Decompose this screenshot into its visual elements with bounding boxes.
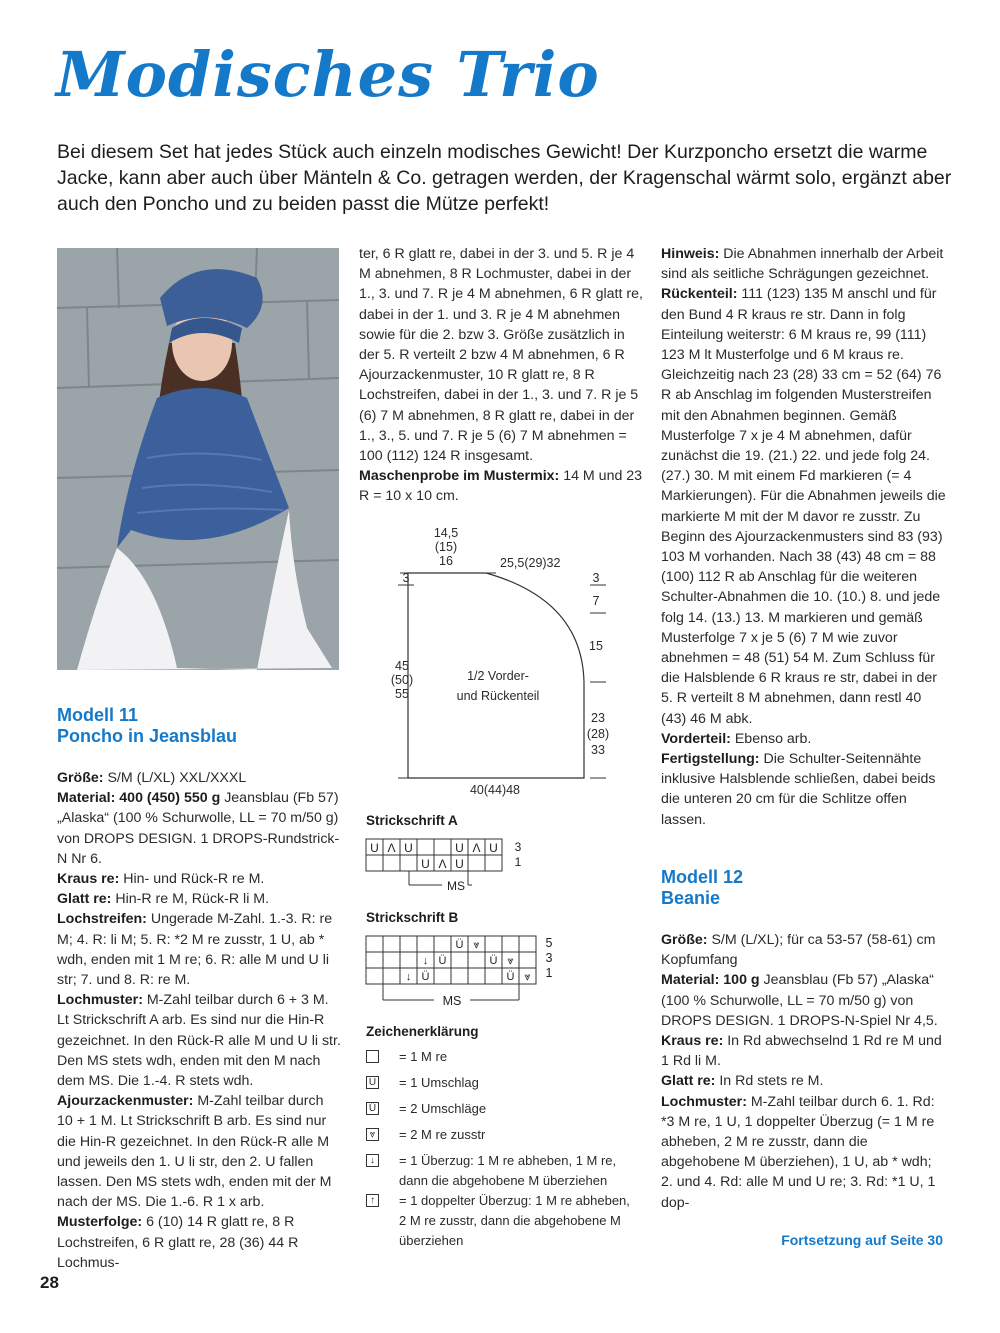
instruction-label: Fertigstellung: [661,751,760,768]
instruction-label: Ajourzackenmuster: [57,1093,194,1110]
schem-center-label-2: und Rückenteil [456,689,540,703]
instruction-label: Kraus re: [661,1033,724,1050]
instruction-label: Lochmuster: [57,992,143,1009]
instruction-label: Glatt re: [57,891,112,908]
chart-a-row-label: 3 [514,840,522,854]
legend-text: = 1 Umschlag [399,1075,479,1090]
instruction-label: Größe: [57,770,104,786]
chart-a-title: Strickschrift A [366,813,458,828]
model-11-header [57,705,237,747]
chart-b-grid [364,932,564,1012]
schem-right-margin: 3 [592,571,600,585]
instruction-paragraph [661,1071,946,1091]
instruction-paragraph [57,1091,342,1212]
schem-right-lower-1: 23 [591,711,605,725]
chart-a-cell: U [421,857,430,871]
instruction-paragraph [661,930,946,970]
chart-a-cell: Λ [387,841,396,855]
chart-a-cell: U [489,841,498,855]
model-photo [57,248,339,670]
legend-text: = 1 M re [399,1049,448,1064]
schem-left-height-3: 55 [395,687,409,701]
chart-b-k2tog-symbol: ⩔ [473,939,480,951]
double-decrease-icon: ↑ [366,1194,379,1207]
instruction-text: M-Zahl teilbar durch 6 + 3 M. Lt Strickschrift A arb. Es sind nur die Hin-R gezeichnet. In den Rück-R alle M und U li str. Den MS stets wdh, enden mit den M nach dem MS. Die 1.-4. R stets wdh. [57,992,341,1090]
schem-left-height-1: 45 [395,659,409,673]
legend-title: Zeichenerklärung [366,1024,479,1039]
instruction-text: 14 M und 23 R = 10 x 10 cm. [359,468,643,505]
chart-b-double-yo-symbol: Ü [455,939,464,951]
schem-left-margin: 3 [402,571,410,585]
yarn-over-icon: U [366,1076,379,1089]
instruction-paragraph [57,788,342,869]
model-11-name: Poncho in Jeansblau [57,726,238,746]
page-title: Modisches Trio [56,38,600,111]
model-12-instructions [661,930,946,1213]
schem-center-label-1: 1/2 Vorder- [467,669,529,683]
instruction-paragraph [57,909,342,990]
instruction-text: S/M (L/XL); für ca 53-57 (58-61) cm Kopfumfang [661,932,936,969]
chart-a-cell: U [404,841,413,855]
instruction-text: Ebenso arb. [730,730,812,747]
instruction-label: Vorderteil: [661,730,731,747]
instruction-text: M-Zahl teilbar durch 10 + 1 M. Lt Strickschrift B arb. Es sind nur die Hin-R gezeichnet. In den Rück-R alle M und jeweils den 1. U li str, den 2. U fallen lassen. Den MS stets wdh, enden mit der M nach der MS. Die 1.-6. R 1 x arb. [57,1093,332,1211]
schem-left-height-2: (50) [390,673,414,687]
chart-a-cell: U [455,841,464,855]
chart-b-k2tog-symbol: ⩔ [507,955,514,967]
chart-a-cell: U [455,857,464,871]
instruction-paragraph [661,284,946,728]
instruction-label: Material: 100 g [661,972,760,989]
model-12-number: Modell 12 [661,867,744,887]
instruction-text: 6 (10) 14 R glatt re, 8 R Lochstreifen, 6 R glatt re, 28 (36) 44 R Lochmus- [57,1214,299,1271]
intro-text: Bei diesem Set hat jedes Stück auch einzeln modisches Gewicht! Der Kurzponcho ersetzt die warme Jacke, kann aber auch über Mänteln & Co. getragen werden, der Kragenschal wärmt solo, ergänzt aber auch den Poncho und zu beiden passt die Mütze perfekt! [57,141,952,215]
knit-stitch-icon [366,1050,379,1063]
instruction-text: ter, 6 R glatt re, dabei in der 3. und 5. R je 4 M abnehmen, 8 R Lochmuster, dabei in der 1., 3. und 7. R je 4 M abnehmen, 6 R glatt re, dabei in der 1. und 3. R je 4 M abnehmen sowie für die 2. bzw 3. Größe zusätzlich in der 5. R verteilt 2 bzw 4 M abnehmen, 6 R Ajourzackenmuster, 10 R glatt re, 8 R Lochstreifen, dabei in der 1., 3. und 7. R je 5 (6) 7 M abnehmen, 8 R glatt re, dabei in der 1., 3., 5. und 7. R je 5 (6) 7 M abnehmen = 100 (112) 124 R insgesamt. [359,246,643,465]
skpo-icon: ↓ [366,1154,379,1167]
poncho-photo-illustration [57,248,339,670]
instruction-label: Glatt re: [661,1073,716,1090]
instruction-text: M-Zahl teilbar durch 6. 1. Rd: *3 M re, 1 U, 1 doppelter Überzug (= 1 M re abheben, 2 M re zusstr, dann die abgehobene M überziehen), 1 U, ab * wdh; 2. und 4. Rd: alle M und U re; 3. Rd: *1 U, 1 dop- [661,1093,936,1211]
model-11-instructions-right [661,244,946,830]
schem-right-lower-2: (28) [586,727,610,741]
model-11-instructions-cont [359,244,644,507]
schem-right-7: 7 [592,594,600,608]
schem-bottom-width: 40(44)48 [469,783,521,797]
schem-shoulder: 25,5(29)32 [500,556,561,570]
instruction-paragraph [661,244,946,284]
legend-text: = 2 M re zusstr [399,1127,486,1142]
chart-a-row-label: 1 [514,855,522,869]
instruction-label: Rückenteil: [661,286,738,303]
chart-b-row-label: 3 [545,951,553,965]
legend-text: = 2 Umschläge [399,1101,487,1116]
instruction-label: Lochmuster: [661,1093,747,1110]
instruction-label: Größe: [661,932,708,948]
instruction-paragraph [661,749,946,830]
instruction-text: Die Schulter-Seitennähte inklusive Halsblende schließen, dabei beids die unteren 20 cm für die Schlitze offen lassen. [661,751,936,828]
legend-text: = 1 Überzug: 1 M re abheben, 1 M re, dann die abgehobene M überziehen [399,1153,617,1188]
instruction-text: In Rd abwechselnd 1 Rd re M und 1 Rd li M. [661,1033,942,1070]
instruction-text: Jeansblau (Fb 57) „Alaska“ (100 % Schurwolle, LL = 70 m/50 g) von DROPS DESIGN. 1 DROPS-Rundstrick-N Nr 6. [57,790,340,867]
chart-b-k2tog-symbol: ⩔ [524,971,531,983]
chart-b-double-yo-symbol: Ü [506,971,515,983]
chart-b-ms: MS [442,994,462,1008]
chart-b-double-yo-symbol: Ü [421,971,430,983]
model-11-number: Modell 11 [57,705,139,725]
instruction-text: Hin- und Rück-R re M. [119,871,265,888]
chart-b-row-label: 5 [545,936,553,950]
instruction-paragraph [661,729,946,749]
instruction-text: Hin-R re M, Rück-R li M. [111,891,270,908]
pattern-schematic [360,520,650,805]
instruction-paragraph [359,466,644,506]
chart-b-double-yo-symbol: Ü [489,955,498,967]
instruction-text: 111 (123) 135 M anschl und für den Bund 4 R kraus re str. Dann in folg Einteilung weiterstr: 6 M kraus re, 99 (111) 123 M lt Musterfolge und 6 M kraus re. Gleichzeitig nach 23 (28) 33 cm = 52 (64) 76 R ab Anschlag im folgenden Musterstreifen mit den Abnahmen beginnen. Gemäß Musterfolge 7 x je 4 M abnehmen, dafür zunächst die 19. (21.) 22. und jede folg 24. (27.) 30. M mit einem Fd markieren (= 4 Markierungen). Für die Abnahmen jeweils die markierte M mit der M davor re zusstr. Zu Beginn des Ajourzackenmusters sind 83 (93) 103 M vorhanden. Nach 38 (43) 48 cm = 88 (100) 112 R ab Anschlag für die weiteren Schulter-Abnahmen die 10. (10.) 8. und jede folg 14. (13.) 13. M markieren und gemäß Musterfolge 7 x je 5 (6) 7 M wie zuvor abnehmen = 48 (51) 54 M. Zum Schluss für die Halsblende 6 R kraus re str, dabei in der 5. R verteilt 8 M abnehmen, dann restl 40 (43) 46 M abk. [661,286,946,727]
double-yarn-over-icon: Ü [366,1102,379,1115]
schem-right-lower-3: 33 [591,743,605,757]
instruction-paragraph [57,889,342,909]
chart-a-ms: MS [447,879,465,893]
chart-a-grid [364,835,544,895]
instruction-paragraph [661,1092,946,1213]
instruction-label: Lochstreifen: [57,911,147,928]
instruction-label: Material: 400 (450) 550 g [57,790,221,807]
k2tog-icon: ⩔ [366,1128,379,1141]
model-11-instructions [57,768,342,1273]
chart-b-double-yo-symbol: Ü [438,955,447,967]
instruction-label: Hinweis: [661,246,720,262]
instruction-paragraph [57,869,342,889]
page-number: 28 [40,1273,59,1292]
instruction-paragraph [57,1212,342,1273]
chart-a-cell: Λ [472,841,481,855]
schem-right-15: 15 [589,639,603,653]
chart-a-cell: U [370,841,379,855]
model-12-header [661,867,743,909]
chart-b-title: Strickschrift B [366,910,459,925]
model-12-name: Beanie [661,888,721,908]
instruction-text: In Rd stets re M. [715,1073,824,1090]
instruction-label: Kraus re: [57,871,120,888]
legend-text: = 1 doppelter Überzug: 1 M re abheben, 2 M re zusstr, dann die abgehobene M überziehen [399,1193,630,1248]
instruction-paragraph [661,970,946,1031]
instruction-text: S/M (L/XL) XXL/XXXL [103,770,247,786]
instruction-paragraph [359,244,644,466]
chart-b-row-label: 1 [545,966,553,980]
instruction-paragraph [57,990,342,1091]
instruction-text: Jeansblau (Fb 57) „Alaska“ (100 % Schurwolle, LL = 70 m/50 g) von DROPS DESIGN. 1 DROPS-N-Spiel Nr 4,5. [661,972,938,1029]
instruction-text: Die Abnahmen innerhalb der Arbeit sind als seitliche Schrägungen gezeichnet. [661,246,944,283]
schem-top-width-2: (15) [434,540,458,554]
instruction-paragraph [57,768,342,788]
chart-b-skpo-symbol: ↓ [405,971,412,983]
continued-note: Fortsetzung auf Seite 30 [781,1232,943,1248]
chart-b-skpo-symbol: ↓ [422,955,429,967]
instruction-paragraph [661,1031,946,1071]
schem-top-width-1: 14,5 [433,526,459,540]
instruction-label: Musterfolge: [57,1214,143,1231]
instruction-text: Ungerade M-Zahl. 1.-3. R: re M; 4. R: li M; 5. R: *2 M re zusstr, 1 U, ab * wdh, enden mit 1 M re; 6. R: alle M und U li str; 7. und 8. R: re M. [57,911,333,989]
instruction-label: Maschenprobe im Mustermix: [359,468,560,485]
schem-top-width-3: 16 [439,554,453,568]
chart-a-cell: Λ [438,857,447,871]
